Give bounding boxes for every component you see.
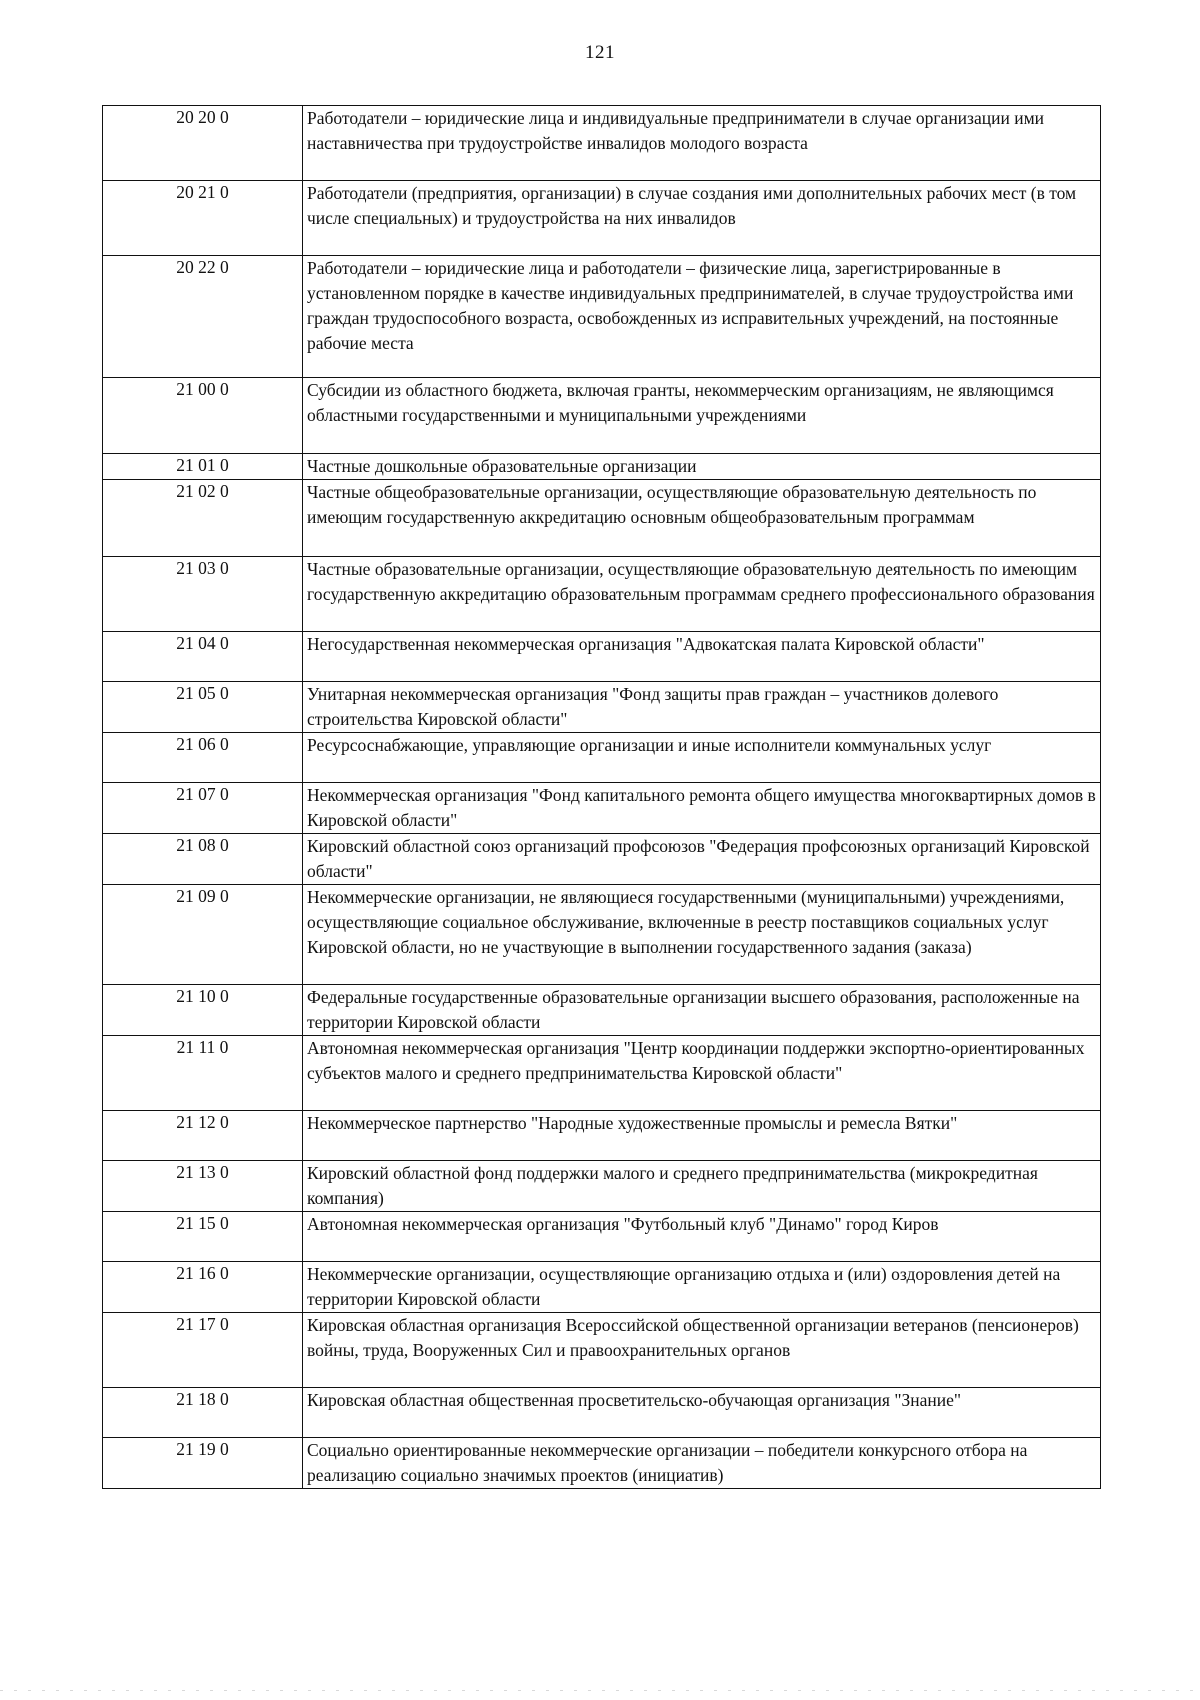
- code-cell: [103, 1212, 303, 1262]
- description-cell: [303, 480, 1101, 557]
- code-value: 21 05 0: [176, 683, 229, 703]
- code-value: 21 07 0: [176, 784, 229, 804]
- scan-artifact-divider: [0, 1690, 1200, 1691]
- page-number: 121: [585, 42, 615, 63]
- description-cell: [303, 682, 1101, 733]
- code-value: 20 22 0: [176, 257, 229, 277]
- description-text: Некоммерческие организации, не являющиеся государственными (муниципальными) учреждениями, осуществляющие социальное обслуживание, включенные в реестр поставщиков социальных услуг Кировской области, но не участвующие в выполнении государственного задания (заказа): [307, 887, 1065, 957]
- description-cell: [303, 454, 1101, 480]
- code-cell: [103, 1388, 303, 1438]
- description-text: Федеральные государственные образовательные организации высшего образования, расположенные на территории Кировской области: [307, 987, 1080, 1032]
- table-row: [103, 1111, 1101, 1161]
- description-cell: [303, 1111, 1101, 1161]
- table-row: [103, 985, 1101, 1036]
- code-cell: [103, 378, 303, 454]
- table-row: [103, 783, 1101, 834]
- code-cell: [103, 682, 303, 733]
- table-row: [103, 632, 1101, 682]
- table-row: [103, 733, 1101, 783]
- description-cell: [303, 256, 1101, 378]
- code-value: 21 19 0: [176, 1439, 229, 1459]
- code-cell: [103, 834, 303, 885]
- description-text: Автономная некоммерческая организация "Футбольный клуб "Динамо" город Киров: [307, 1214, 939, 1234]
- code-value: 21 18 0: [176, 1389, 229, 1409]
- description-text: Частные общеобразовательные организации, осуществляющие образовательную деятельность по имеющим государственную аккредитацию основным общеобразовательным программам: [307, 482, 1037, 527]
- table-row: [103, 1262, 1101, 1313]
- code-value: 21 06 0: [176, 734, 229, 754]
- code-cell: [103, 985, 303, 1036]
- description-text: Работодатели – юридические лица и индивидуальные предприниматели в случае организации ими наставничества при трудоустройстве инвалидов молодого возраста: [307, 108, 1045, 153]
- code-value: 21 10 0: [176, 986, 229, 1006]
- description-text: Автономная некоммерческая организация "Центр координации поддержки экспортно-ориентированных субъектов малого и среднего предпринимательства Кировской области": [307, 1038, 1085, 1083]
- code-cell: [103, 632, 303, 682]
- table-row: [103, 378, 1101, 454]
- table-row: [103, 682, 1101, 733]
- description-cell: [303, 834, 1101, 885]
- code-cell: [103, 557, 303, 632]
- description-text: Некоммерческая организация "Фонд капитального ремонта общего имущества многоквартирных домов в Кировской области": [307, 785, 1096, 830]
- code-value: 21 04 0: [176, 633, 229, 653]
- description-cell: [303, 985, 1101, 1036]
- description-cell: [303, 1212, 1101, 1262]
- table-row: [103, 181, 1101, 256]
- description-text: Негосударственная некоммерческая организация "Адвокатская палата Кировской области": [307, 634, 985, 654]
- table-row: [103, 454, 1101, 480]
- code-value: 21 08 0: [176, 835, 229, 855]
- description-cell: [303, 557, 1101, 632]
- code-value: 21 17 0: [176, 1314, 229, 1334]
- code-cell: [103, 106, 303, 181]
- budget-codes-table: [102, 105, 1101, 1489]
- code-cell: [103, 1111, 303, 1161]
- description-cell: [303, 1262, 1101, 1313]
- code-cell: [103, 1036, 303, 1111]
- code-value: 21 16 0: [176, 1263, 229, 1283]
- description-text: Кировская областная организация Всероссийской общественной организации ветеранов (пенсионеров) войны, труда, Вооруженных Сил и правоохранительных органов: [307, 1315, 1079, 1360]
- description-text: Кировский областной фонд поддержки малого и среднего предпринимательства (микрокредитная компания): [307, 1163, 1038, 1208]
- description-cell: [303, 632, 1101, 682]
- code-cell: [103, 181, 303, 256]
- code-value: 21 11 0: [176, 1037, 229, 1057]
- table-row: [103, 1313, 1101, 1388]
- code-cell: [103, 1262, 303, 1313]
- description-text: Социально ориентированные некоммерческие организации – победители конкурсного отбора на реализацию социально значимых проектов (инициатив): [307, 1440, 1028, 1485]
- description-text: Частные образовательные организации, осуществляющие образовательную деятельность по имеющим государственную аккредитацию образовательным программам среднего профессионального образования: [307, 559, 1095, 604]
- code-cell: [103, 1161, 303, 1212]
- code-cell: [103, 454, 303, 480]
- description-cell: [303, 733, 1101, 783]
- description-text: Ресурсоснабжающие, управляющие организации и иные исполнители коммунальных услуг: [307, 735, 992, 755]
- code-value: 21 15 0: [176, 1213, 229, 1233]
- description-text: Частные дошкольные образовательные организации: [307, 456, 697, 476]
- description-text: Унитарная некоммерческая организация "Фонд защиты прав граждан – участников долевого строительства Кировской области": [307, 684, 999, 729]
- table-row: [103, 1036, 1101, 1111]
- code-value: 21 02 0: [176, 481, 229, 501]
- table-row: [103, 106, 1101, 181]
- code-cell: [103, 256, 303, 378]
- code-cell: [103, 733, 303, 783]
- description-text: Работодатели – юридические лица и работодатели – физические лица, зарегистрированные в установленном порядке в качестве индивидуальных предпринимателей, в случае трудоустройства ими граждан трудоспособного возраста, освобожденных из исправительных учреждений, на постоянные рабочие места: [307, 258, 1074, 353]
- description-text: Кировский областной союз организаций профсоюзов "Федерация профсоюзных организаций Кировской области": [307, 836, 1090, 881]
- description-text: Кировская областная общественная просветительско-обучающая организация "Знание": [307, 1390, 962, 1410]
- description-cell: [303, 1438, 1101, 1489]
- code-cell: [103, 1313, 303, 1388]
- description-cell: [303, 885, 1101, 985]
- table-row: [103, 834, 1101, 885]
- table-row: [103, 1438, 1101, 1489]
- code-value: 20 21 0: [176, 182, 229, 202]
- code-cell: [103, 783, 303, 834]
- description-cell: [303, 1313, 1101, 1388]
- code-cell: [103, 1438, 303, 1489]
- code-value: 21 09 0: [176, 886, 229, 906]
- description-cell: [303, 1036, 1101, 1111]
- description-cell: [303, 1161, 1101, 1212]
- code-value: 21 00 0: [176, 379, 229, 399]
- description-cell: [303, 181, 1101, 256]
- code-cell: [103, 885, 303, 985]
- description-text: Субсидии из областного бюджета, включая гранты, некоммерческим организациям, не являющимся областными государственными и муниципальными учреждениями: [307, 380, 1054, 425]
- table-row: [103, 885, 1101, 985]
- table-row: [103, 256, 1101, 378]
- code-value: 20 20 0: [176, 107, 229, 127]
- code-value: 21 13 0: [176, 1162, 229, 1182]
- table-row: [103, 557, 1101, 632]
- table-row: [103, 1388, 1101, 1438]
- table-row: [103, 480, 1101, 557]
- description-cell: [303, 1388, 1101, 1438]
- table-row: [103, 1161, 1101, 1212]
- description-text: Некоммерческое партнерство "Народные художественные промыслы и ремесла Вятки": [307, 1113, 958, 1133]
- description-cell: [303, 783, 1101, 834]
- code-value: 21 03 0: [176, 558, 229, 578]
- description-text: Работодатели (предприятия, организации) в случае создания ими дополнительных рабочих мест (в том числе специальных) и трудоустройства на них инвалидов: [307, 183, 1077, 228]
- description-cell: [303, 106, 1101, 181]
- code-cell: [103, 480, 303, 557]
- description-text: Некоммерческие организации, осуществляющие организацию отдыха и (или) оздоровления детей на территории Кировской области: [307, 1264, 1061, 1309]
- table-row: [103, 1212, 1101, 1262]
- code-value: 21 12 0: [176, 1112, 229, 1132]
- description-cell: [303, 378, 1101, 454]
- code-value: 21 01 0: [176, 455, 229, 475]
